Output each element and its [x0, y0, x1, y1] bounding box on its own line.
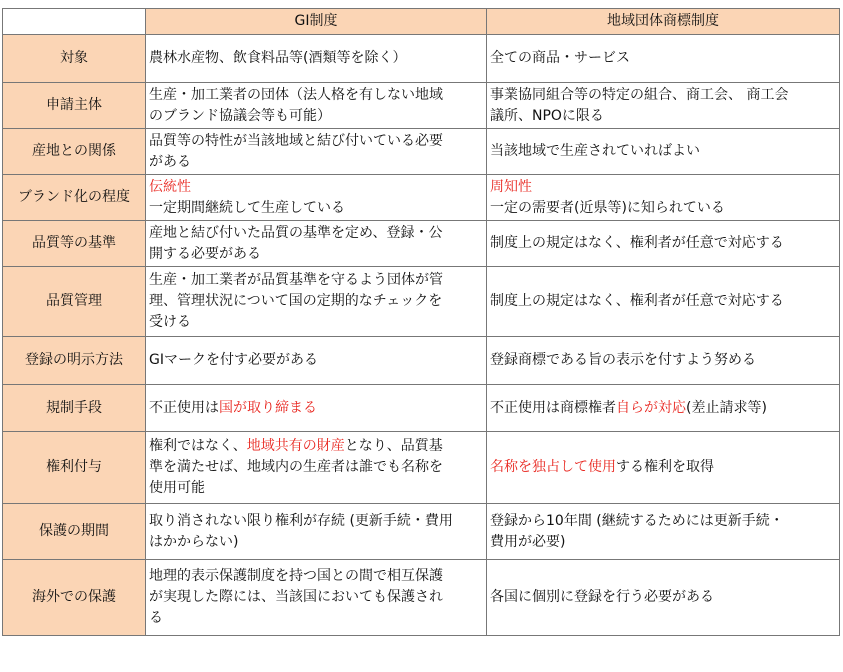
tm-cell: 事業協同組合等の特定の組合、商工会、 商工会 議所、NPOに限る [487, 83, 840, 129]
table-row [3, 83, 840, 129]
row-label: 権利付与 [3, 432, 146, 504]
table-row [3, 560, 840, 636]
tm-cell: 登録から10年間 (継続するためには更新手続・ 費用が必要) [487, 504, 840, 560]
table-row [3, 385, 840, 432]
tm-cell: 制度上の規定はなく、権利者が任意で対応する [487, 267, 840, 337]
tm-cell: 名称を独占して使用する権利を取得 [487, 432, 840, 504]
table-row [3, 267, 840, 337]
table-row [3, 432, 840, 504]
header-row [3, 9, 840, 35]
tm-cell: 登録商標である旨の表示を付すよう努める [487, 337, 840, 385]
gi-cell: 生産・加工業者が品質基準を守るよう団体が管 理、管理状況について国の定期的なチェックを 受ける [146, 267, 487, 337]
gi-cell: 農林水産物、飲食料品等(酒類等を除く） [146, 35, 487, 83]
row-label: 海外での保護 [3, 560, 146, 636]
tm-cell: 当該地域で生産されていればよい [487, 129, 840, 175]
header-tm: 地域団体商標制度 [487, 9, 840, 35]
gi-cell: 不正使用は国が取り締まる [146, 385, 487, 432]
gi-cell: 品質等の特性が当該地域と結び付いている必要 がある [146, 129, 487, 175]
tm-cell: 周知性 一定の需要者(近県等)に知られている [487, 175, 840, 221]
table-row [3, 221, 840, 267]
row-label: 対象 [3, 35, 146, 83]
header-corner [3, 9, 146, 35]
tm-cell: 不正使用は商標権者自らが対応(差止請求等) [487, 385, 840, 432]
row-label: 登録の明示方法 [3, 337, 146, 385]
row-label: 品質管理 [3, 267, 146, 337]
row-label: 産地との関係 [3, 129, 146, 175]
table-row [3, 504, 840, 560]
row-label: 品質等の基準 [3, 221, 146, 267]
comparison-table [2, 8, 840, 636]
tm-cell: 制度上の規定はなく、権利者が任意で対応する [487, 221, 840, 267]
table-row [3, 35, 840, 83]
gi-cell: 取り消されない限り権利が存続 (更新手続・費用 はかからない) [146, 504, 487, 560]
tm-cell: 全ての商品・サービス [487, 35, 840, 83]
gi-cell: 伝統性 一定期間継続して生産している [146, 175, 487, 221]
row-label: 保護の期間 [3, 504, 146, 560]
gi-cell: GIマークを付す必要がある [146, 337, 487, 385]
header-gi: GI制度 [146, 9, 487, 35]
gi-cell: 地理的表示保護制度を持つ国との間で相互保護 が実現した際には、当該国においても保護され る [146, 560, 487, 636]
tm-cell: 各国に個別に登録を行う必要がある [487, 560, 840, 636]
row-label: 申請主体 [3, 83, 146, 129]
gi-cell: 権利ではなく、地域共有の財産となり、品質基 準を満たせば、地域内の生産者は誰でも名称を 使用可能 [146, 432, 487, 504]
table-row [3, 129, 840, 175]
table-row [3, 175, 840, 221]
table-row [3, 337, 840, 385]
gi-cell: 生産・加工業者の団体（法人格を有しない地域 のブランド協議会等も可能） [146, 83, 487, 129]
row-label: 規制手段 [3, 385, 146, 432]
gi-cell: 産地と結び付いた品質の基準を定め、登録・公 開する必要がある [146, 221, 487, 267]
row-label: ブランド化の程度 [3, 175, 146, 221]
